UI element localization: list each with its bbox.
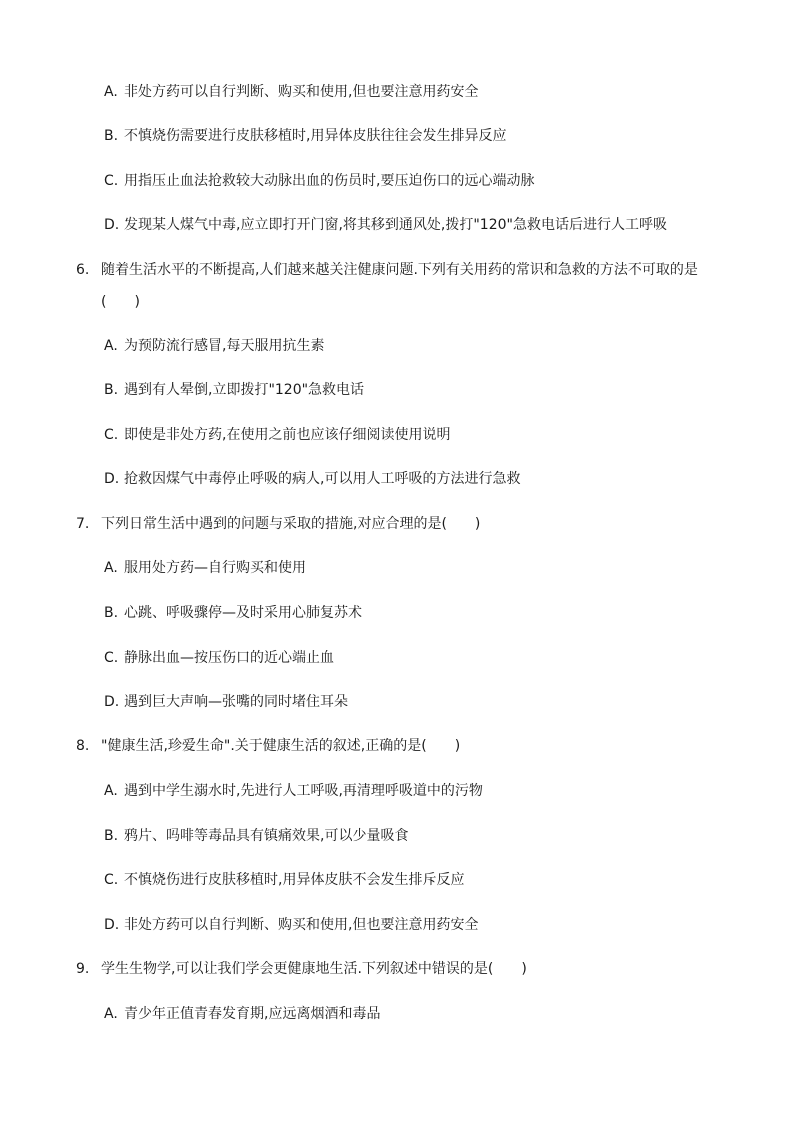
option-text: 遇到有人晕倒,立即拨打"120"急救电话 [124,382,365,398]
option-text: 鸦片、吗啡等毒品具有镇痛效果,可以少量吸食 [124,828,409,844]
q6-option-c [104,425,450,445]
option-text: 不慎烧伤进行皮肤移植时,用异体皮肤不会发生排斥反应 [124,872,465,888]
q7-option-a [104,558,306,578]
q9-option-a [104,1004,380,1024]
option-letter: B. [104,382,119,398]
option-text: 非处方药可以自行判断、购买和使用,但也要注意用药安全 [124,84,479,100]
q6-option-d [104,469,520,489]
option-text: 心跳、呼吸骤停—及时采用心肺复苏术 [124,605,362,621]
option-letter: C. [104,872,119,888]
option-text: 遇到中学生溺水时,先进行人工呼吸,再清理呼吸道中的污物 [124,783,483,799]
option-text: 即使是非处方药,在使用之前也应该仔细阅读使用说明 [124,427,451,443]
option-letter: A. [104,84,118,100]
option-letter: C. [104,650,119,666]
option-text: 用指压止血法抢救较大动脉出血的伤员时,要压迫伤口的远心端动脉 [124,173,535,189]
option-text: 服用处方药—自行购买和使用 [124,560,306,576]
q7-option-d [104,692,348,712]
option-letter: B. [104,128,119,144]
question-text: 下列日常生活中遇到的问题与采取的措施,对应合理的是( ) [101,516,481,532]
q5-option-b [104,126,506,146]
option-letter: C. [104,427,119,443]
option-letter: D. [104,694,120,710]
question-text: "健康生活,珍爱生命".关于健康生活的叙述,正确的是( ) [101,738,461,754]
q9-stem [76,959,527,979]
question-text: 随着生活水平的不断提高,人们越来越关注健康问题.下列有关用药的常识和急救的方法不可取的是 [101,262,698,278]
option-letter: B. [104,828,119,844]
option-text: 为预防流行感冒,每天服用抗生素 [124,338,325,354]
q5-option-d [104,215,667,235]
option-text: 不慎烧伤需要进行皮肤移植时,用异体皮肤往往会发生排异反应 [124,128,507,144]
q6-option-b [104,380,364,400]
question-text: 学生生物学,可以让我们学会更健康地生活.下列叙述中错误的是( ) [101,961,527,977]
option-text: 抢救因煤气中毒停止呼吸的病人,可以用人工呼吸的方法进行急救 [124,471,521,487]
q8-option-d [104,915,478,935]
option-text: 发现某人煤气中毒,应立即打开门窗,将其移到通风处,拨打"120"急救电话后进行人工呼吸 [124,217,667,233]
option-text: 青少年正值青春发育期,应远离烟酒和毒品 [124,1006,381,1022]
q5-option-a [104,82,478,102]
option-letter: A. [104,783,118,799]
option-letter: C. [104,173,119,189]
question-number: 7. [76,516,90,532]
option-text: 静脉出血—按压伤口的近心端止血 [124,650,334,666]
q6-stem [76,260,698,280]
q5-option-c [104,171,534,191]
q7-option-c [104,648,334,668]
q8-option-a [104,781,483,801]
question-number: 6. [76,262,90,278]
q6-answer-bracket: ( ) [101,294,140,310]
q8-option-c [104,870,464,890]
option-text: 非处方药可以自行判断、购买和使用,但也要注意用药安全 [124,917,479,933]
option-letter: A. [104,1006,118,1022]
question-number: 9. [76,961,90,977]
q8-option-b [104,826,408,846]
question-number: 8. [76,738,90,754]
option-letter: A. [104,560,118,576]
option-letter: A. [104,338,118,354]
option-text: 遇到巨大声响—张嘴的同时堵住耳朵 [124,694,348,710]
option-letter: D. [104,917,120,933]
option-letter: B. [104,605,119,621]
q8-stem [76,736,460,756]
q6-option-a [104,336,324,356]
option-letter: D. [104,471,120,487]
q7-option-b [104,603,362,623]
q7-stem [76,514,480,534]
option-letter: D. [104,217,120,233]
